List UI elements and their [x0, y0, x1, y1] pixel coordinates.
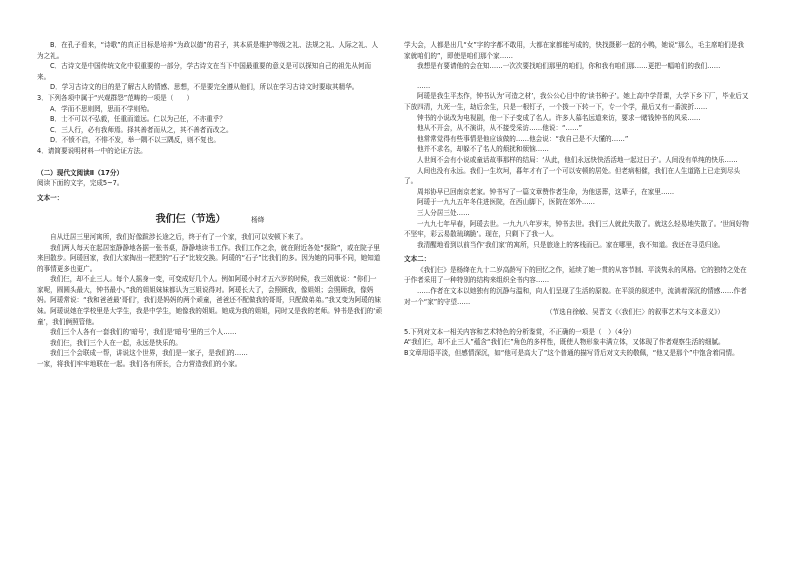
option-c-prev: C．古诗文是中国传统文化中很重要的一部分，学古诗文在当下中国最重要的意义是可以探知自己的祖先从何而来。 [37, 62, 372, 81]
q5-option-a: A“我们仨，却不止三人”蕴含“我们仨”角色的多样性，既使人物形象丰满立体，又体现了作者观察生活的细腻。 [404, 338, 725, 347]
article-paragraph: 一九九七年早春，阿瑗去世。一九九八年岁末，钟书去世。我们三人就此失散了。就这么轻易地失散了。‘世间好物不坚牢，彩云易散琉璃脆’。现在，只剩下了我一人。 [404, 219, 749, 239]
question-3-stem: 3．下列各项中属于“兴观群怨”范畴的一项是（ ） [37, 93, 194, 102]
article-title-row [37, 215, 383, 226]
article-title: 我们仨（节选） [155, 214, 226, 226]
article-paragraph: 我清醒地看到以前当作‘我们家’的寓所，只是旅途上的客栈而已。家在哪里，我不知道。我还在寻觅归途。 [417, 240, 725, 249]
reading-instruction: 阅读下面的文字，完成5~7。 [37, 179, 124, 188]
article-paragraph: 钟书的小说改为电视剧，他一下子变成了名人。许多人慕名远道来访，要求一睹钱钟书的风采…… [417, 113, 701, 122]
article-author: 杨绛 [251, 216, 265, 225]
q3-option-d: D．不愤不启，不悱不发，举一隅不以三隅反，则不复也。 [50, 136, 220, 145]
article-paragraph: 我想是有要请他的会在知……一次次要找咱们那里的咱们，你和我有咱们那……更把一幅咱们的我们…… [417, 62, 721, 71]
text2-paragraph: 《我们仨》是杨绛在九十二岁高龄写下的回忆之作，延续了她一贯的从容节制、平淡隽永的风格。它的独特之处在于作者采用了一种特别的结构来组织全书内容…… [404, 265, 747, 285]
article-paragraph: 自从迁居三里河寓所，我们好像跋涉长途之后，终于有了一个家，我们可以安顿下来了。 [50, 232, 308, 241]
article-paragraph: 阿瑗是我生平杰作，钟书认为‘可造之材’，我公公心目中的‘读书种子’。她上高中学背课，大学下乡下厂，毕业后又下放四清，九死一生，劫后余生，只是一根钉子，一个拨一下转一下，专一个学，最后又有一番波折…… [404, 92, 749, 111]
article-paragraph: 阿瑗于一九九五年冬住进医院，在西山脚下，医院在郊外…… [417, 198, 596, 207]
article-paragraph: 我们仨，我们三个人在一起，永远是快乐的。 [50, 338, 182, 347]
article-paragraph: 人世间不会有小说或童话故事那样的结局：‘从此，他们永远快快活活地一起过日子’。人间没有单纯的快乐…… [417, 155, 738, 164]
article-paragraph: 我们三个会联成一帮，讲说这个世界，我们是一家子，是我们的…… [50, 349, 248, 358]
article-paragraph: 周邦协早已回南京老家。钟书写了一篇文章赞作者生命，为他送葬，这辈子，在家里…… [417, 187, 675, 196]
article-paragraph: 三人分居三处…… [417, 208, 470, 217]
option-d-prev: D．学习古诗文的目的是了解古人的情感、思想，不是要完全遵从他们，所以在学习古诗文时要取其精华。 [50, 83, 359, 92]
article-paragraph: 学大会，人都是出几“女”字的字都不敢用，大都在家都能写成的，快找摄影一起的小鸭，她说“那么，毛主席咱们是我家就咱们的”，即使是咱们那个家…… [404, 41, 744, 60]
q3-option-a: A．学而不思则罔，思而不学则殆。 [50, 104, 154, 113]
article-paragraph: 人间也没有永远。我们一生坎坷，暮年才有了一个可以安顿的居处。但老病相催，我们在人生道路上已走到尽头了。 [404, 166, 741, 186]
article-paragraph: 我们两人每天在起居室静静地各据一张书桌，静静地读书工作。我们工作之余，就在附近各处“探险”，或在院子里来回散步。阿瑗回家，我们大家掏出一把把的“石子”比较交换。阿瑗的“石子”比我们的多。因为她的同事不同，她知道的事情更多也更广。 [37, 243, 381, 273]
question-5-stem: 5.下列对文本一相关内容和艺术特色的分析鉴赏，不正确的一项是（ ）（4分） [404, 327, 636, 336]
article-paragraph: 他并不求名，却躲不了名人的烦扰和烦恼…… [417, 145, 549, 154]
text1-label: 文本一： [37, 193, 64, 202]
article-paragraph: 我们仨，却不止三人。每个人摇身一变，可变成好几个人。例如阿瑗小时才五六岁的时候，我三姐就说：“你们一家呢，圆圆头最大，钟书最小。”我的姐姐妹妹都认为三姐说得对。阿瑗长大了，会照顾我，像姐姐；会照顾我，像妈妈。阿瑗常说：“我和爸爸最‘哥们’，我们是妈妈的两个顽童，爸爸还不配做我的哥哥，只配做弟弟。”我又变为阿瑗的妹妹。阿瑗说她在学校里是大学生，我是中学生，她像我的姐姐。她成为我的姐姐，同时又是我的老师。钟书是我们的‘顽童’，我们俩照管他。 [37, 275, 382, 326]
ellipsis: …… [417, 81, 431, 90]
article-paragraph: 他常常觉得有些事情是他应该做的……他会说：“我自己是不大懂的……” [417, 134, 629, 143]
q3-option-b: B．士不可以不弘毅，任重而道远。仁以为己任，不亦重乎？ [50, 115, 226, 124]
section-header: （二）现代文阅读Ⅱ（17分） [37, 168, 124, 177]
option-b-prev: B．在孔子看来，“诗歌”的真正目标是培养“为政以德”的君子，其本质是维护等级之礼、法规之礼、人际之礼、人为之礼。 [37, 41, 379, 60]
q5-option-b: B文章用语平淡，但感情深沉，如“他可是高大了”这个普通的描写背后对文夫的敬佩，“他又是那个”中饱含着同情。 [404, 349, 739, 358]
source-citation: （节选自徐敏、吴晋文《〈我们仨〉的叙事艺术与文本意义》） [545, 308, 724, 317]
article-paragraph: 我们三个人各有一套我们的‘暗号’，我们是‘暗号’里的三个人…… [50, 328, 237, 337]
article-paragraph: 他从不开会，从不演讲，从不接受采访……他说：“……” [417, 124, 583, 133]
text2-paragraph: ……作者在文本以她独有的沉静与温和，向人们呈现了生活的原貌。在平淡的叙述中，流淌着深沉的情感……作者对一个“家”的守望…… [404, 287, 747, 306]
question-4: 4．请简要说明材料一中的论证方法。 [37, 146, 147, 155]
text2-label: 文本二： [404, 255, 431, 264]
q3-option-c: C．三人行，必有我师焉。择其善者而从之，其不善者而改之。 [50, 125, 233, 134]
article-paragraph-tail: 一家，将我们牢牢地联在一起。我们各有所长，合力营造我们的小家。 [37, 360, 242, 369]
right-column [404, 40, 750, 359]
left-column [37, 40, 383, 370]
